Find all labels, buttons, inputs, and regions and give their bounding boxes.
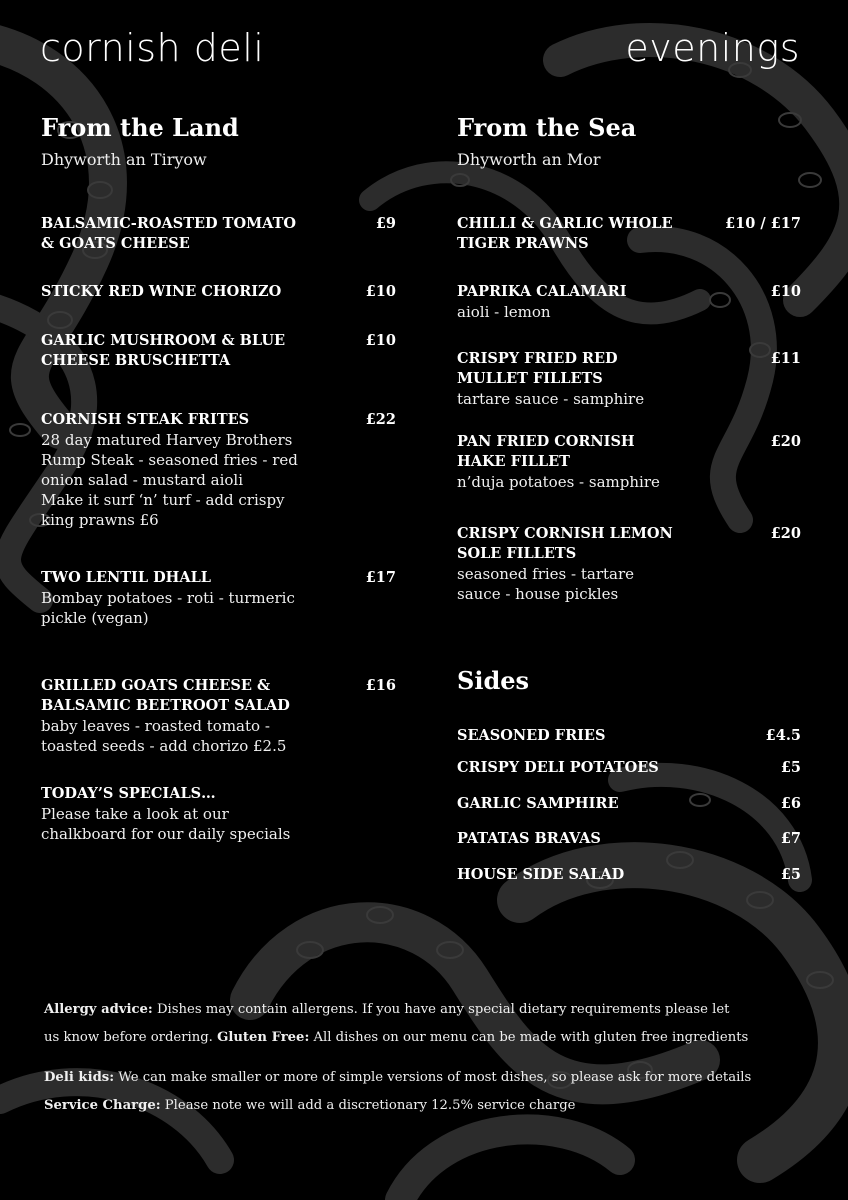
sea-section-subtitle: Dhyworth an Mor xyxy=(457,150,601,169)
menu-item xyxy=(41,568,351,628)
service-charge-note: Service Charge: Please note we will add a discretionary 12.5% service charge xyxy=(44,1098,576,1113)
menu-item-name: CHEESE BRUSCHETTA xyxy=(41,352,231,369)
brand-title: cornish deli xyxy=(40,26,265,70)
side-item-price: £7 xyxy=(780,830,801,847)
menu-item-name: BALSAMIC BEETROOT SALAD xyxy=(41,697,290,714)
side-item-price: £5 xyxy=(780,759,801,776)
land-section-subtitle: Dhyworth an Tiryow xyxy=(41,150,207,169)
menu-item-description: pickle (vegan) xyxy=(41,609,149,627)
menu-item-description: Make it surf ‘n’ turf - add crispy xyxy=(41,491,285,509)
menu-item-price: £9 xyxy=(375,215,396,232)
menu-item-name: TWO LENTIL DHALL xyxy=(41,569,211,586)
menu-item-name: CHILLI & GARLIC WHOLE xyxy=(457,215,673,232)
menu-item-name: PAPRIKA CALAMARI xyxy=(457,283,627,300)
side-item-price: £4.5 xyxy=(765,727,801,744)
menu-item xyxy=(457,214,707,254)
menu-item-name: GARLIC MUSHROOM & BLUE xyxy=(41,332,286,349)
menu-item-price: £10 / £17 xyxy=(725,215,801,232)
gluten-free-note: us know before ordering. Gluten Free: All dishes on our menu can be made with gluten free ingredients xyxy=(44,1030,749,1045)
allergy-advice: Allergy advice: Dishes may contain allergens. If you have any special dietary requirements please let xyxy=(44,1002,730,1017)
side-item-name: HOUSE SIDE SALAD xyxy=(457,866,625,883)
menu-item-name: CORNISH STEAK FRITES xyxy=(41,411,250,428)
menu-item-name: MULLET FILLETS xyxy=(457,370,603,387)
menu-item xyxy=(41,282,351,302)
menu-item-name: CRISPY FRIED RED xyxy=(457,350,618,367)
menu-item-name: SOLE FILLETS xyxy=(457,545,577,562)
menu-item-description: seasoned fries - tartare xyxy=(457,565,635,583)
menu-item xyxy=(41,784,351,844)
menu-item xyxy=(457,432,707,492)
menu-item-description: baby leaves - roasted tomato - xyxy=(41,717,270,735)
menu-item-name: PAN FRIED CORNISH xyxy=(457,433,635,450)
menu-item xyxy=(41,214,351,254)
menu-item-description: sauce - house pickles xyxy=(457,585,619,603)
menu-item xyxy=(457,282,707,322)
menu-item-price: £11 xyxy=(770,350,801,367)
menu-item xyxy=(41,676,351,756)
service-title: evenings xyxy=(625,26,800,70)
menu-item-name: BALSAMIC-ROASTED TOMATO xyxy=(41,215,297,232)
side-item-name: PATATAS BRAVAS xyxy=(457,830,601,847)
menu-item-name: TIGER PRAWNS xyxy=(457,235,589,252)
sides-section-title: Sides xyxy=(457,666,530,695)
menu-item-description: Please take a look at our xyxy=(41,805,229,823)
side-item-price: £6 xyxy=(780,795,801,812)
side-item-price: £5 xyxy=(780,866,801,883)
deli-kids-note: Deli kids: We can make smaller or more of simple versions of most dishes, so please ask for more details xyxy=(44,1070,752,1085)
side-item-name: SEASONED FRIES xyxy=(457,727,606,744)
menu-item-name: HAKE FILLET xyxy=(457,453,570,470)
menu-item-description: king prawns £6 xyxy=(41,511,159,529)
menu-item xyxy=(457,524,707,604)
menu-item xyxy=(41,410,351,530)
menu-item-description: aioli - lemon xyxy=(457,303,551,321)
menu-item-description: chalkboard for our daily specials xyxy=(41,825,291,843)
menu-item-price: £22 xyxy=(365,411,396,428)
side-item-name: CRISPY DELI POTATOES xyxy=(457,759,659,776)
menu-item-name: & GOATS CHEESE xyxy=(41,235,190,252)
menu-item xyxy=(457,349,707,409)
menu-item-description: n’duja potatoes - samphire xyxy=(457,473,660,491)
menu-item-description: 28 day matured Harvey Brothers xyxy=(41,431,293,449)
sea-section-title: From the Sea xyxy=(457,113,637,142)
menu-item-name: TODAY’S SPECIALS… xyxy=(41,785,216,802)
menu-item xyxy=(41,331,351,371)
menu-item-price: £20 xyxy=(770,433,801,450)
land-section-title: From the Land xyxy=(41,113,239,142)
menu-item-name: GRILLED GOATS CHEESE & xyxy=(41,677,271,694)
menu-item-price: £16 xyxy=(365,677,396,694)
menu-item-price: £10 xyxy=(770,283,801,300)
menu-item-description: onion salad - mustard aioli xyxy=(41,471,243,489)
menu-item-price: £10 xyxy=(365,332,396,349)
side-item-name: GARLIC SAMPHIRE xyxy=(457,795,619,812)
menu-item-description: toasted seeds - add chorizo £2.5 xyxy=(41,737,287,755)
menu-item-description: tartare sauce - samphire xyxy=(457,390,645,408)
menu-item-description: Bombay potatoes - roti - turmeric xyxy=(41,589,295,607)
menu-item-name: STICKY RED WINE CHORIZO xyxy=(41,283,282,300)
menu-item-price: £10 xyxy=(365,283,396,300)
menu-item-price: £20 xyxy=(770,525,801,542)
menu-item-price: £17 xyxy=(365,569,396,586)
menu-item-description: Rump Steak - seasoned fries - red xyxy=(41,451,298,469)
menu-item-name: CRISPY CORNISH LEMON xyxy=(457,525,673,542)
